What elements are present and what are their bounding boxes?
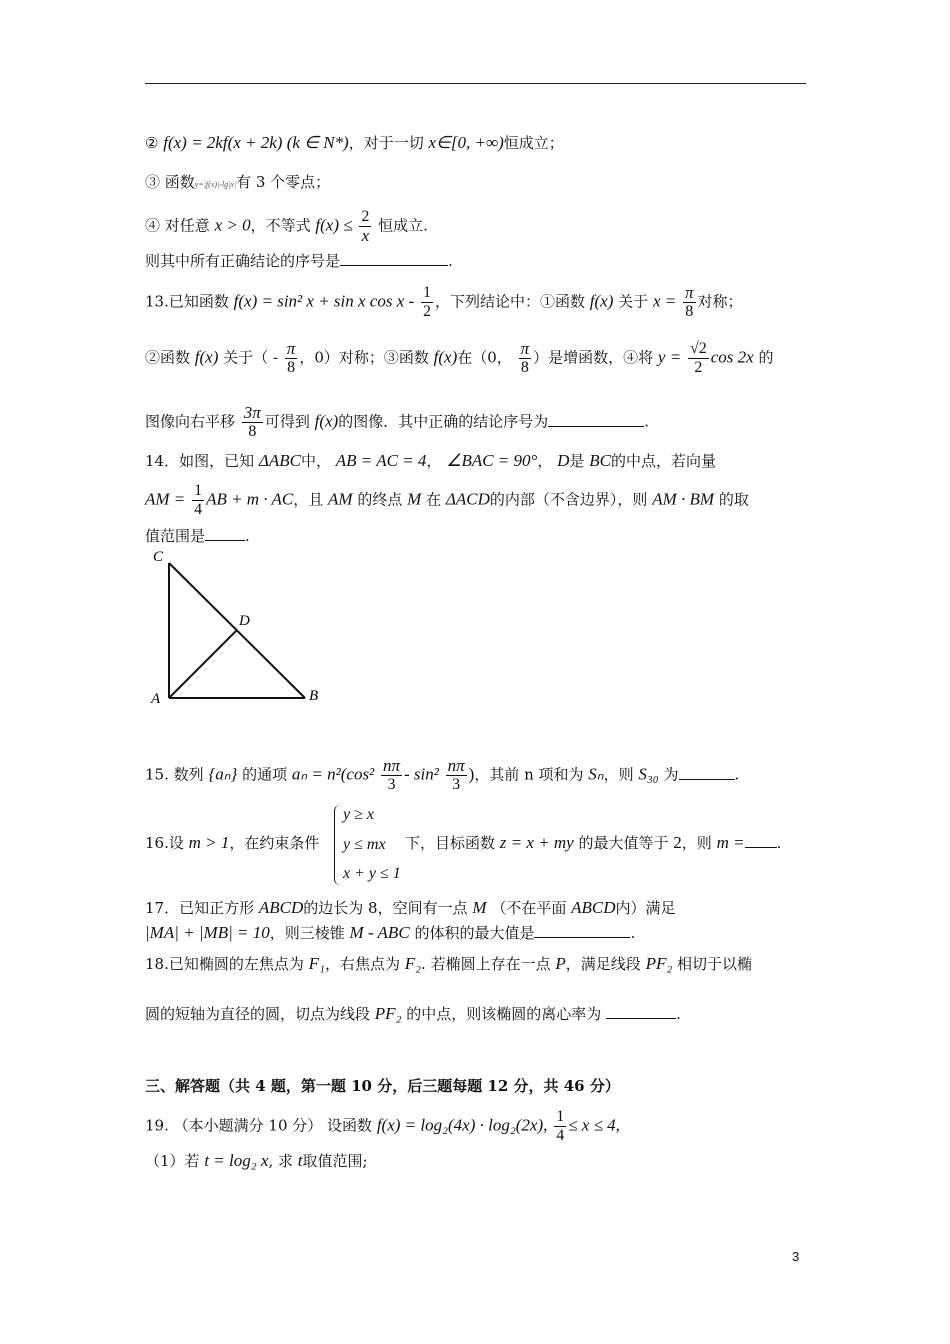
q16-line: 16.设 m > 1，在约束条件 下，目标函数 z = x + my 的最大值等于 2，则 m = .	[145, 833, 782, 852]
q18-line-2: 圆的短轴为直径的圆，切点为线段 PF₂ 的中点，则该椭圆的离心率为 .	[145, 1004, 681, 1023]
answer-blank[interactable]	[679, 765, 735, 780]
q13-line-3: 图像向右平移 $\frac{3\pi}{8}$ 可得到 f(x)的图像．其中正确的结论序号为 .	[145, 403, 650, 440]
q14-line-2: AM = $\frac{1}{4}$ AB + m · AC，且 AM 的终点 M 在 ΔACD的内部（不含边界），则 AM · BM 的取	[145, 482, 749, 518]
label-b: B	[309, 688, 319, 704]
answer-blank[interactable]	[745, 833, 777, 848]
header-rule	[145, 83, 806, 84]
label-a: A	[151, 691, 161, 707]
answer-blank[interactable]	[340, 251, 448, 266]
q14-line-1: 14．如图，已知 ΔABC中， AB = AC = 4， ∠BAC = 90°， D是 BC的中点，若向量	[145, 451, 716, 470]
q12-item-2: ② f(x) = 2kf(x + 2k) (k ∈ N*)，对于一切 x∈[0, +∞)恒成立；	[145, 133, 564, 152]
q13-line-2: ②函数 f(x) 关于（ - $\frac{\pi}{8}$ ，0）对称；③函数 f(x)在（0， $\frac{\pi}{8}$ ）是增函数，④将 y = $\frac{√2}{2}$ cos 2x 的	[145, 339, 774, 376]
segment-ad	[169, 630, 237, 698]
q12-item-3: ③ 函数y=|f(x)|-lg|x|有 3 个零点；	[145, 173, 331, 191]
answer-blank[interactable]	[205, 526, 245, 541]
constraint-2: y ≤ mx	[343, 836, 386, 853]
label-c: C	[153, 549, 164, 565]
answer-blank[interactable]	[606, 1004, 676, 1019]
q12-conclusion: 则其中所有正确结论的序号是 .	[145, 252, 453, 270]
section-3-heading: 三、解答题（共 4 题，第一题 10 分，后三题每题 12 分，共 46 分）	[145, 1077, 620, 1095]
answer-blank[interactable]	[548, 412, 644, 427]
q13-line-1: 13.已知函数 f(x) = sin² x + sin x cos x - $\frac{1}{2}$ ，下列结论中：①函数 f(x) 关于 x = $\frac{\pi}{8}$ 对称；	[145, 283, 743, 320]
q12-item-4: ④ 对任意 x > 0，不等式 f(x) ≤ $\frac{2}{x}$ 恒成立.	[145, 208, 428, 245]
page-number: 3	[792, 1249, 800, 1264]
constraint-1: y ≥ x	[343, 806, 374, 823]
q18-line-1: 18.已知椭圆的左焦点为 F₁，右焦点为 F₂. 若椭圆上存在一点 P，满足线段 PF₂ 相切于以椭	[145, 954, 753, 973]
q19-sub-1: （1）若 t = log₂ x, 求 t取值范围;	[145, 1151, 368, 1170]
q14-line-3: 值范围是 .	[145, 527, 250, 545]
q19-line-1: 19. （本小题满分 10 分） 设函数 f(x) = log₂(4x) · log₂(2x), $\frac{1}{4}$ ≤ x ≤ 4,	[145, 1108, 620, 1144]
q17-line-1: 17．已知正方形 ABCD的边长为 8，空间有一点 M （不在平面 ABCD内）满足	[145, 898, 676, 917]
q15-line: 15. 数列 {aₙ} 的通项 aₙ = n²(cos² $\frac{n\pi}{3}$ - sin² $\frac{n\pi}{3}$ )，其前 n 项和为 Sₙ，则 S₃₀ 为 .	[145, 756, 740, 793]
label-d: D	[239, 613, 250, 629]
q17-line-2: |MA| + |MB| = 10，则三棱锥 M - ABC 的体积的最大值是 .	[145, 923, 636, 942]
answer-blank[interactable]	[534, 923, 630, 938]
constraint-3: x + y ≤ 1	[343, 865, 401, 882]
triangle-figure	[145, 545, 335, 710]
